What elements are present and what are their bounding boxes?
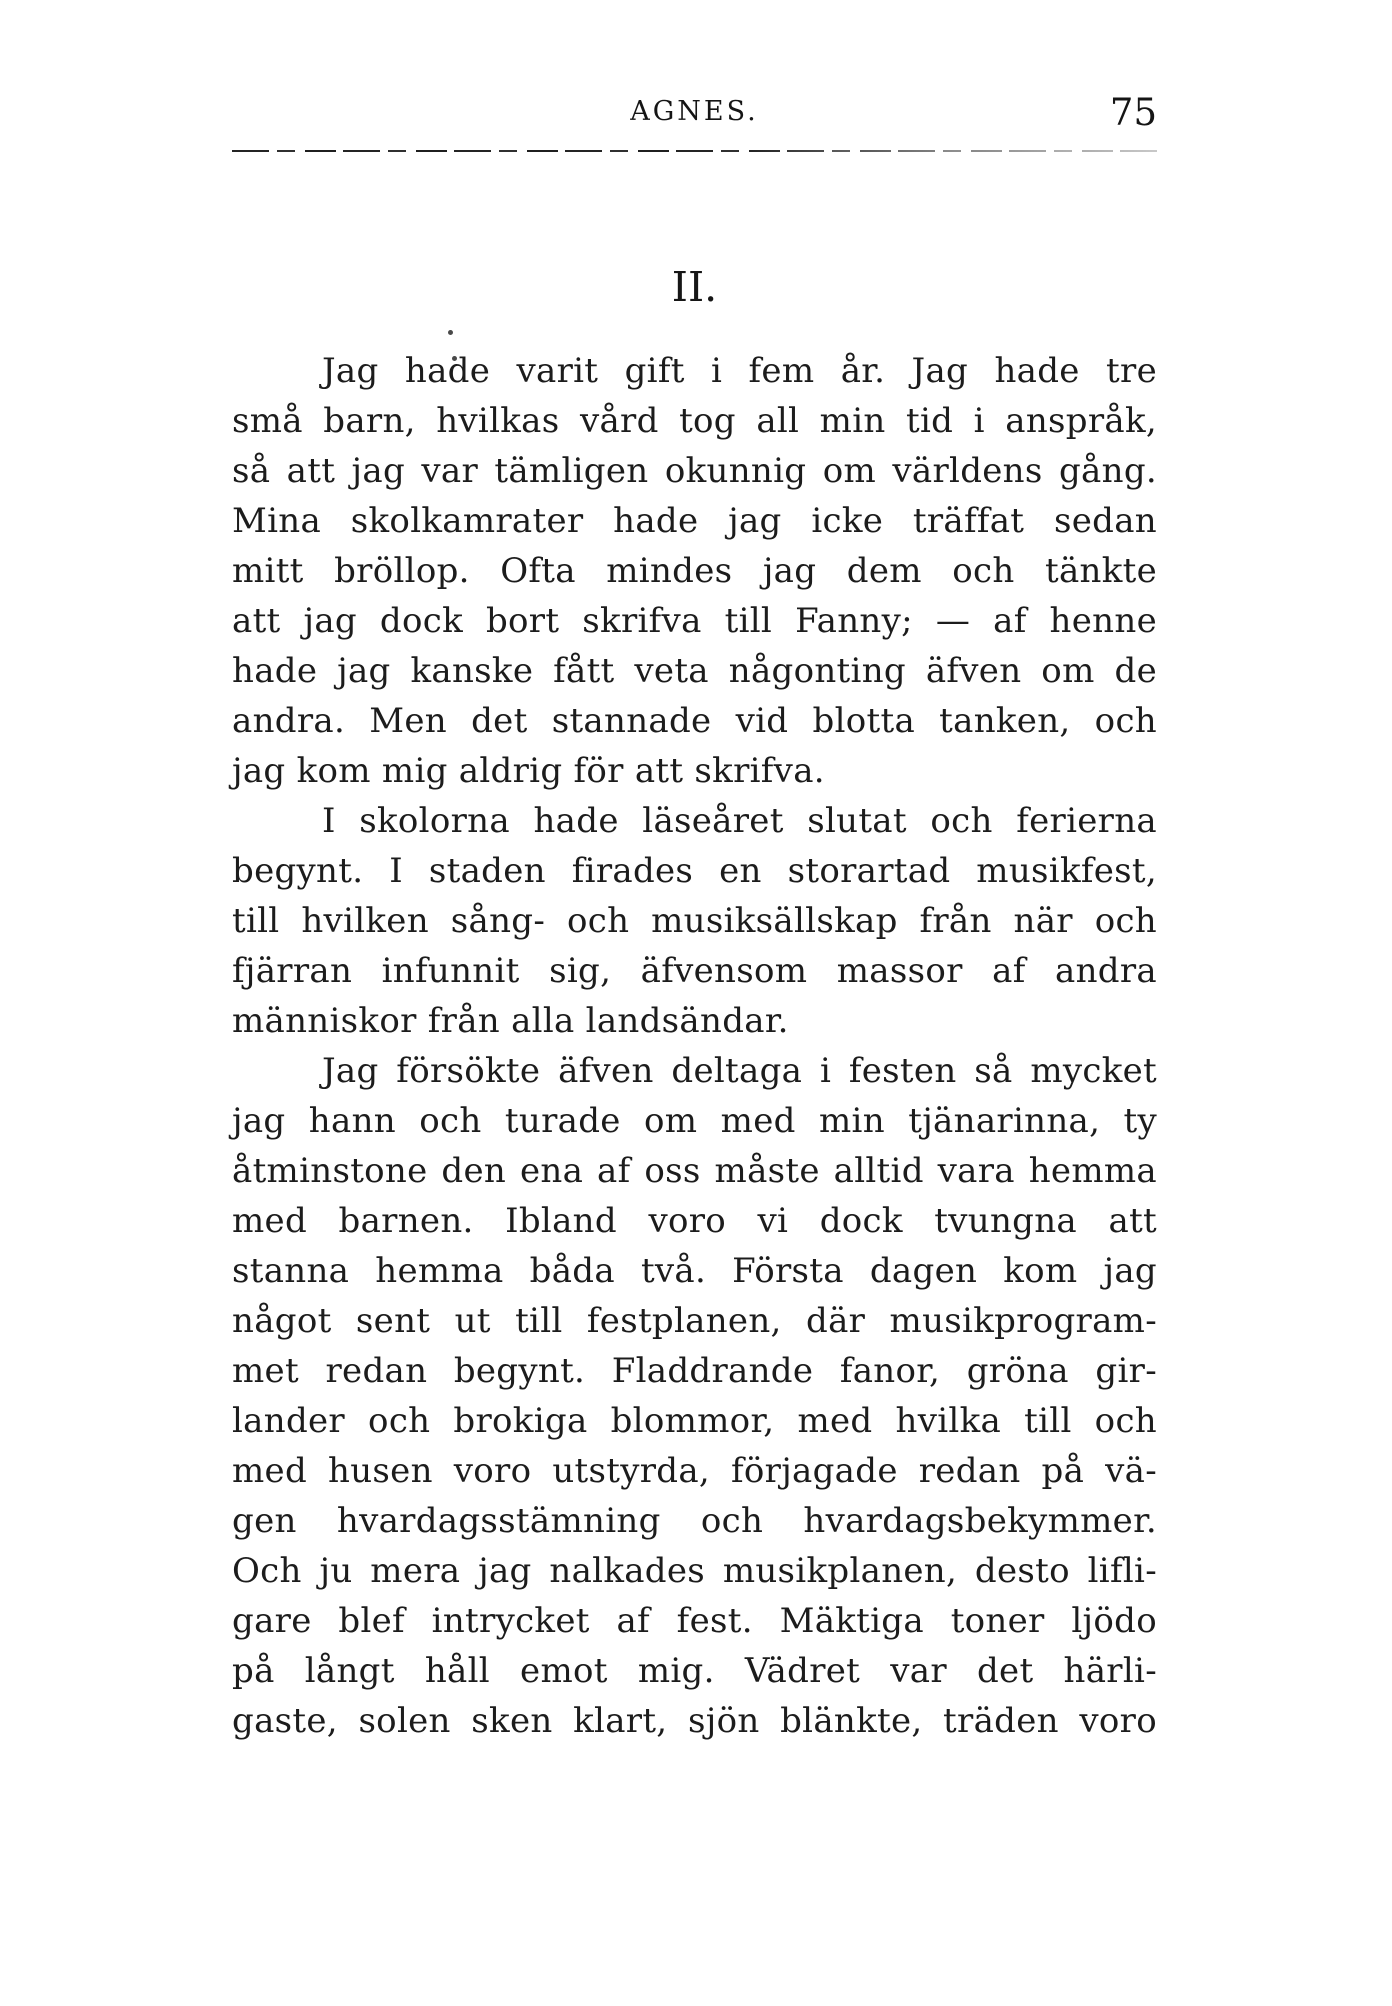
text-line: så att jag var tämligen okunnig om världens gång. xyxy=(232,451,1157,491)
paragraph xyxy=(232,346,1157,796)
page-number: 75 xyxy=(1109,91,1157,134)
text-line: Och ju mera jag nalkades musikplanen, desto lifli- xyxy=(232,1551,1157,1591)
text-line: människor från alla landsändar. xyxy=(232,1001,789,1041)
text-line: andra. Men det stannade vid blotta tanken, och xyxy=(232,701,1157,741)
chapter-heading: II. xyxy=(671,263,718,311)
text-line: med husen voro utstyrda, förjagade redan på vä- xyxy=(232,1451,1157,1491)
text-line: met redan begynt. Fladdrande fanor, gröna gir- xyxy=(232,1351,1157,1391)
ink-speck xyxy=(448,330,453,335)
text-line: begynt. I staden firades en storartad musikfest, xyxy=(232,851,1157,891)
text-line: gare blef intrycket af fest. Mäktiga toner ljödo xyxy=(232,1601,1157,1641)
text-line: mitt bröllop. Ofta mindes jag dem och tänkte xyxy=(232,551,1157,591)
text-line: Mina skolkamrater hade jag icke träffat sedan xyxy=(232,501,1157,541)
text-line: med barnen. Ibland voro vi dock tvungna att xyxy=(232,1201,1157,1241)
text-line: på långt håll emot mig. Vädret var det härli- xyxy=(232,1651,1157,1691)
text-line: Jag försökte äfven deltaga i festen så mycket xyxy=(322,1051,1157,1091)
text-line: gen hvardagsstämning och hvardagsbekymmer. xyxy=(232,1501,1157,1541)
text-line: jag kom mig aldrig för att skrifva. xyxy=(232,751,825,791)
text-line: små barn, hvilkas vård tog all min tid i anspråk, xyxy=(232,401,1157,441)
header-rule xyxy=(232,149,1157,152)
text-line: till hvilken sång- och musiksällskap från när och xyxy=(232,901,1157,941)
text-line: hade jag kanske fått veta någonting äfven om de xyxy=(232,651,1157,691)
text-line: jag hann och turade om med min tjänarinna, ty xyxy=(232,1101,1157,1141)
text-line: åtminstone den ena af oss måste alltid vara hemma xyxy=(232,1151,1157,1191)
text-line: lander och brokiga blommor, med hvilka till och xyxy=(232,1401,1157,1441)
text-line: stanna hemma båda två. Första dagen kom jag xyxy=(232,1251,1157,1291)
text-line: fjärran infunnit sig, äfvensom massor af andra xyxy=(232,951,1157,991)
text-line: att jag dock bort skrifva till Fanny; — af henne xyxy=(232,601,1157,641)
running-title: AGNES. xyxy=(630,96,759,127)
body-text xyxy=(232,346,1157,1746)
text-line: I skolorna hade läseåret slutat och ferierna xyxy=(322,801,1157,841)
paragraph xyxy=(232,796,1157,1046)
text-line: Jag hade varit gift i fem år. Jag hade tre xyxy=(322,351,1157,391)
page-header xyxy=(232,0,1157,132)
text-line: gaste, solen sken klart, sjön blänkte, träden voro xyxy=(232,1701,1157,1741)
paragraph xyxy=(232,1046,1157,1746)
text-line: något sent ut till festplanen, där musikprogram- xyxy=(232,1301,1157,1341)
page-content xyxy=(232,0,1157,1746)
